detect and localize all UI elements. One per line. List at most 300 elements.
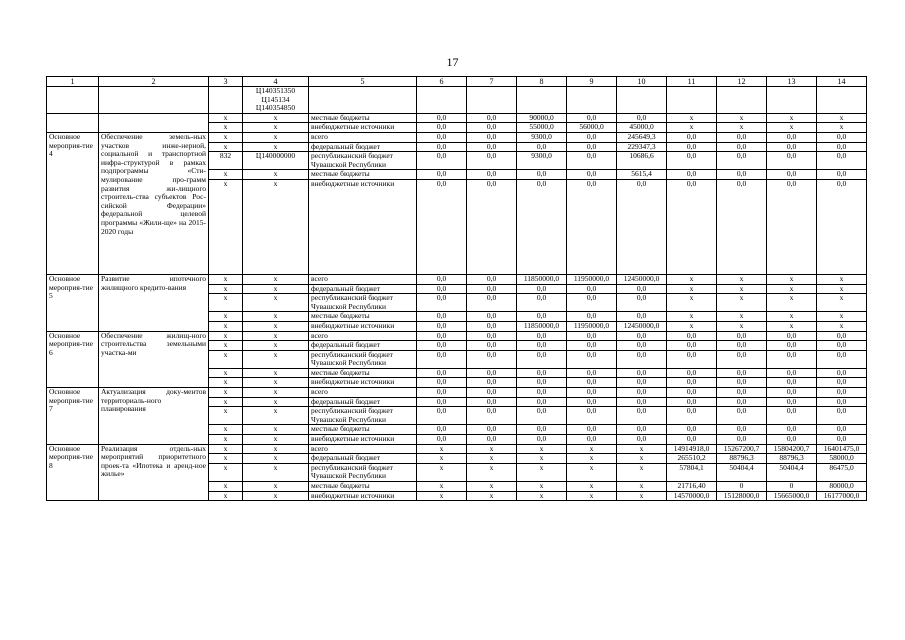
table-cell: 0,0 xyxy=(417,179,467,274)
event-name: Основное мероприя-тие 6 xyxy=(47,331,99,388)
table-cell: 0,0 xyxy=(717,378,767,388)
table-cell: x xyxy=(667,284,717,294)
column-header: 3 xyxy=(209,77,243,87)
table-cell: x xyxy=(767,284,817,294)
table-cell: x xyxy=(767,274,817,284)
table-cell: 0,0 xyxy=(467,368,517,378)
table-cell: 0,0 xyxy=(467,152,517,170)
table-cell: 0,0 xyxy=(417,123,467,133)
event-description: Обеспечение жилищ-ного строительства земельными участка-ми xyxy=(99,331,209,388)
funding-source: внебюджетные источники xyxy=(309,179,417,274)
table-cell: x xyxy=(209,284,243,294)
table-cell: 0,0 xyxy=(767,435,817,445)
table-cell: 0,0 xyxy=(417,284,467,294)
table-cell: 0,0 xyxy=(667,179,717,274)
table-cell: 0,0 xyxy=(517,294,567,312)
table-cell: 16401475,0 xyxy=(817,444,867,454)
funding-source: федеральный бюджет xyxy=(309,142,417,152)
table-cell: 0,0 xyxy=(467,132,517,142)
table-cell: x xyxy=(517,482,567,492)
table-cell: 0,0 xyxy=(567,284,617,294)
table-cell: 0,0 xyxy=(817,170,867,180)
table-cell: x xyxy=(717,123,767,133)
table-cell: 0,0 xyxy=(567,179,617,274)
table-cell: 229347,3 xyxy=(617,142,667,152)
table-cell: x xyxy=(209,407,243,425)
funding-source: внебюджетные источники xyxy=(309,123,417,133)
table-cell: 0,0 xyxy=(567,331,617,341)
table-cell: 0,0 xyxy=(617,425,667,435)
column-header: 4 xyxy=(243,77,309,87)
table-cell: 265510,2 xyxy=(667,454,717,464)
funding-source: местные бюджеты xyxy=(309,170,417,180)
funding-source: всего xyxy=(309,388,417,398)
table-cell: 0,0 xyxy=(467,179,517,274)
table-row xyxy=(47,132,867,142)
table-cell: x xyxy=(209,321,243,331)
table-cell: 0,0 xyxy=(617,407,667,425)
table-cell: x xyxy=(567,444,617,454)
table-cell: x xyxy=(209,368,243,378)
table-cell: 0,0 xyxy=(617,113,667,123)
table-cell: 0,0 xyxy=(467,294,517,312)
table-cell: 86475,0 xyxy=(817,463,867,481)
table-cell: 0,0 xyxy=(817,388,867,398)
event-name: Основное мероприя-тие 5 xyxy=(47,274,99,331)
table-cell: 5615,4 xyxy=(617,170,667,180)
table-cell: x xyxy=(209,132,243,142)
funding-source: всего xyxy=(309,444,417,454)
table-cell: 0,0 xyxy=(717,368,767,378)
table-cell: 0,0 xyxy=(667,388,717,398)
table-cell: 0,0 xyxy=(517,142,567,152)
table-cell: 0,0 xyxy=(417,397,467,407)
table-cell: x xyxy=(243,284,309,294)
table-cell: x xyxy=(209,341,243,351)
table-cell: x xyxy=(717,294,767,312)
table-cell: 0,0 xyxy=(717,397,767,407)
table-cell: 11950000,0 xyxy=(567,321,617,331)
table-cell: 0,0 xyxy=(767,388,817,398)
table-cell: 0,0 xyxy=(717,152,767,170)
table-cell: x xyxy=(243,388,309,398)
table-cell: x xyxy=(209,491,243,501)
table-cell: 832 xyxy=(209,152,243,170)
table-cell: 0,0 xyxy=(567,170,617,180)
table-cell: x xyxy=(243,378,309,388)
funding-source: местные бюджеты xyxy=(309,425,417,435)
table-cell: 0,0 xyxy=(817,331,867,341)
table-cell: 0,0 xyxy=(767,132,817,142)
table-cell: 0,0 xyxy=(417,152,467,170)
table-cell: x xyxy=(617,444,667,454)
table-cell: 80000,0 xyxy=(817,482,867,492)
table-cell: 0,0 xyxy=(567,350,617,368)
table-cell: 15267200,7 xyxy=(717,444,767,454)
table-cell: x xyxy=(209,170,243,180)
table-cell: x xyxy=(617,454,667,464)
table-cell: 0,0 xyxy=(517,170,567,180)
funding-source: внебюджетные источники xyxy=(309,321,417,331)
table-cell: 0,0 xyxy=(817,132,867,142)
table-cell: x xyxy=(467,482,517,492)
table-cell: 0,0 xyxy=(667,132,717,142)
table-cell: 58000,0 xyxy=(817,454,867,464)
table-cell: x xyxy=(243,341,309,351)
table-cell: x xyxy=(209,179,243,274)
table-cell: 0,0 xyxy=(417,113,467,123)
budget-code: Ц145134 xyxy=(261,94,290,104)
table-cell: x xyxy=(243,435,309,445)
empty-cell xyxy=(99,87,209,114)
table-cell: x xyxy=(817,294,867,312)
table-cell: x xyxy=(817,123,867,133)
table-cell: x xyxy=(243,132,309,142)
table-cell: x xyxy=(243,350,309,368)
table-cell: 9300,0 xyxy=(517,152,567,170)
table-cell: 0,0 xyxy=(717,435,767,445)
funding-source: республиканский бюджет Чувашской Республики xyxy=(309,152,417,170)
table-cell: x xyxy=(417,463,467,481)
header-row xyxy=(47,77,867,87)
empty-cell xyxy=(517,87,567,114)
table-cell: 0,0 xyxy=(567,113,617,123)
table-cell: 0,0 xyxy=(717,388,767,398)
table-cell: 0,0 xyxy=(467,312,517,322)
funding-source: местные бюджеты xyxy=(309,368,417,378)
table-cell: 0,0 xyxy=(767,142,817,152)
table-cell: x xyxy=(467,463,517,481)
table-cell: x xyxy=(417,491,467,501)
table-cell: x xyxy=(467,444,517,454)
table-cell: 0,0 xyxy=(517,435,567,445)
table-cell: 0,0 xyxy=(567,378,617,388)
table-cell: x xyxy=(617,482,667,492)
column-header: 13 xyxy=(767,77,817,87)
table-cell: 0,0 xyxy=(467,378,517,388)
table-cell: 9300,0 xyxy=(517,132,567,142)
table-row xyxy=(47,113,867,123)
empty-cell xyxy=(567,87,617,114)
table-cell: 0,0 xyxy=(517,331,567,341)
table-cell: 0,0 xyxy=(767,407,817,425)
table-cell: 0,0 xyxy=(617,350,667,368)
table-cell: 0,0 xyxy=(717,341,767,351)
table-cell: x xyxy=(717,321,767,331)
column-header: 10 xyxy=(617,77,667,87)
table-cell: 56000,0 xyxy=(567,123,617,133)
table-cell: 0,0 xyxy=(467,397,517,407)
table-cell: x xyxy=(243,331,309,341)
table-cell: x xyxy=(209,123,243,133)
table-cell: 0,0 xyxy=(617,378,667,388)
table-cell: 0,0 xyxy=(617,284,667,294)
funding-source: местные бюджеты xyxy=(309,113,417,123)
empty-cell xyxy=(667,87,717,114)
table-cell: 11950000,0 xyxy=(567,274,617,284)
table-cell: x xyxy=(209,312,243,322)
table-cell: 0,0 xyxy=(567,294,617,312)
table-cell: x xyxy=(517,444,567,454)
table-cell: 0,0 xyxy=(617,368,667,378)
table-cell: 0,0 xyxy=(567,341,617,351)
table-cell: x xyxy=(209,444,243,454)
table-cell: 0,0 xyxy=(467,142,517,152)
table-cell: x xyxy=(243,397,309,407)
column-header: 8 xyxy=(517,77,567,87)
table-cell: 0,0 xyxy=(517,179,567,274)
table-row xyxy=(47,444,867,454)
table-cell: 0,0 xyxy=(817,425,867,435)
table-cell: 0,0 xyxy=(617,435,667,445)
table-cell: 0,0 xyxy=(817,142,867,152)
table-cell: 0,0 xyxy=(717,350,767,368)
column-header: 12 xyxy=(717,77,767,87)
funding-source: внебюджетные источники xyxy=(309,435,417,445)
table-cell: 0,0 xyxy=(567,142,617,152)
table-cell: 15128000,0 xyxy=(717,491,767,501)
empty-cell xyxy=(47,87,99,114)
table-cell: 0,0 xyxy=(817,435,867,445)
table-cell: 0,0 xyxy=(767,397,817,407)
table-cell: x xyxy=(667,123,717,133)
table-cell: x xyxy=(717,312,767,322)
table-cell: x xyxy=(209,463,243,481)
table-cell: 0,0 xyxy=(417,294,467,312)
table-cell: 15804200,7 xyxy=(767,444,817,454)
table-cell: 0,0 xyxy=(817,397,867,407)
table-cell: 0,0 xyxy=(717,179,767,274)
table-cell: 0,0 xyxy=(667,435,717,445)
table-cell: 0,0 xyxy=(517,425,567,435)
table-row xyxy=(47,388,867,398)
table-cell: 0,0 xyxy=(667,170,717,180)
table-cell: x xyxy=(209,331,243,341)
table-cell: 0,0 xyxy=(467,341,517,351)
table-cell: 0,0 xyxy=(617,312,667,322)
table-cell: 0,0 xyxy=(667,142,717,152)
table-cell: 0,0 xyxy=(817,350,867,368)
table-cell: x xyxy=(243,482,309,492)
table-cell: 0,0 xyxy=(417,407,467,425)
table-cell: 0,0 xyxy=(417,341,467,351)
table-cell: x xyxy=(243,491,309,501)
table-cell: x xyxy=(767,312,817,322)
table-cell: x xyxy=(243,368,309,378)
empty-cell xyxy=(617,87,667,114)
event-description: Развитие ипотечного жилищного кредито-вания xyxy=(99,274,209,331)
table-cell: x xyxy=(567,463,617,481)
table-cell: 0,0 xyxy=(667,331,717,341)
table-cell: 0,0 xyxy=(717,331,767,341)
table-cell: 50404,4 xyxy=(767,463,817,481)
column-header: 1 xyxy=(47,77,99,87)
column-header: 2 xyxy=(99,77,209,87)
table-cell: 0,0 xyxy=(817,179,867,274)
budget-table xyxy=(46,76,867,501)
table-cell: x xyxy=(209,113,243,123)
table-cell: 0,0 xyxy=(767,179,817,274)
table-cell: 0,0 xyxy=(417,388,467,398)
funding-source: федеральный бюджет xyxy=(309,341,417,351)
table-cell: x xyxy=(667,312,717,322)
table-cell: 0,0 xyxy=(467,388,517,398)
table-cell: x xyxy=(517,491,567,501)
table-row xyxy=(47,331,867,341)
table-cell: 0,0 xyxy=(517,397,567,407)
table-cell: 0,0 xyxy=(617,331,667,341)
table-cell: x xyxy=(767,294,817,312)
table-cell: 0,0 xyxy=(517,350,567,368)
table-cell: 0,0 xyxy=(667,368,717,378)
table-cell: x xyxy=(667,294,717,312)
table-cell: 0 xyxy=(767,482,817,492)
table-cell: 10686,6 xyxy=(617,152,667,170)
table-cell: x xyxy=(243,454,309,464)
table-cell: x xyxy=(417,444,467,454)
table-cell: x xyxy=(417,482,467,492)
table-cell: 0,0 xyxy=(567,368,617,378)
table-cell: 0,0 xyxy=(767,350,817,368)
table-cell: 0,0 xyxy=(667,152,717,170)
table-cell: x xyxy=(517,454,567,464)
table-cell: 0,0 xyxy=(417,331,467,341)
table-cell: x xyxy=(667,113,717,123)
table-cell: 0,0 xyxy=(817,407,867,425)
table-cell: 90000,0 xyxy=(517,113,567,123)
empty-cell xyxy=(99,113,209,132)
table-cell: 0,0 xyxy=(567,435,617,445)
table-cell: x xyxy=(243,170,309,180)
table-cell: x xyxy=(817,321,867,331)
table-cell: 15665000,0 xyxy=(767,491,817,501)
table-cell: 0,0 xyxy=(517,407,567,425)
table-cell: x xyxy=(817,312,867,322)
table-cell: x xyxy=(243,407,309,425)
table-cell: 0,0 xyxy=(667,341,717,351)
table-cell: 0,0 xyxy=(767,341,817,351)
table-cell: 0,0 xyxy=(767,331,817,341)
table-cell: 0,0 xyxy=(567,397,617,407)
table-cell: 11850000,0 xyxy=(517,321,567,331)
table-cell: 0,0 xyxy=(467,274,517,284)
table-cell: x xyxy=(767,123,817,133)
table-cell: Ц140000000 xyxy=(243,152,309,170)
column-header: 11 xyxy=(667,77,717,87)
table-cell: 0,0 xyxy=(767,368,817,378)
table-cell: 0,0 xyxy=(667,397,717,407)
funding-source: федеральный бюджет xyxy=(309,284,417,294)
table-cell: x xyxy=(717,284,767,294)
table-cell: 88796,3 xyxy=(767,454,817,464)
funding-source: внебюджетные источники xyxy=(309,491,417,501)
event-description: Реализация отдель-ных мероприятий приоритетного проек-та «Ипотека и аренд-ное жилье» xyxy=(99,444,209,501)
table-cell: 0,0 xyxy=(467,435,517,445)
table-cell: 0,0 xyxy=(517,378,567,388)
table-cell: 0,0 xyxy=(717,407,767,425)
empty-cell xyxy=(817,87,867,114)
table-cell: x xyxy=(243,113,309,123)
table-cell: 0,0 xyxy=(467,170,517,180)
table-cell: 45000,0 xyxy=(617,123,667,133)
table-cell: x xyxy=(717,274,767,284)
table-cell: x xyxy=(417,454,467,464)
table-cell: x xyxy=(209,454,243,464)
table-cell: x xyxy=(209,482,243,492)
table-cell: 0,0 xyxy=(767,152,817,170)
table-cell: 0,0 xyxy=(617,294,667,312)
table-cell: x xyxy=(243,425,309,435)
table-cell: 12450000,0 xyxy=(617,274,667,284)
table-cell: 0,0 xyxy=(467,113,517,123)
funding-source: республиканский бюджет Чувашской Республики xyxy=(309,407,417,425)
table-cell: 0,0 xyxy=(417,142,467,152)
table-cell: 0,0 xyxy=(417,274,467,284)
table-cell: 0,0 xyxy=(567,407,617,425)
table-cell: x xyxy=(243,294,309,312)
table-cell: 57804,1 xyxy=(667,463,717,481)
table-cell: 0,0 xyxy=(817,152,867,170)
table-cell: 0,0 xyxy=(617,179,667,274)
table-cell: 0 xyxy=(717,482,767,492)
table-cell: 245649,3 xyxy=(617,132,667,142)
table-cell: x xyxy=(717,113,767,123)
table-cell: x xyxy=(243,444,309,454)
column-header: 9 xyxy=(567,77,617,87)
empty-cell xyxy=(47,113,99,132)
table-cell: x xyxy=(243,142,309,152)
table-cell: 0,0 xyxy=(417,435,467,445)
table-cell: 0,0 xyxy=(667,378,717,388)
table-cell: x xyxy=(567,482,617,492)
funding-source: внебюджетные источники xyxy=(309,378,417,388)
event-name: Основное мероприя-тие 8 xyxy=(47,444,99,501)
empty-cell xyxy=(467,87,517,114)
empty-cell xyxy=(209,87,243,114)
table-cell: 0,0 xyxy=(417,350,467,368)
table-cell: x xyxy=(817,284,867,294)
table-cell: 0,0 xyxy=(517,312,567,322)
table-cell: x xyxy=(243,179,309,274)
table-cell: x xyxy=(617,463,667,481)
table-cell: 0,0 xyxy=(467,321,517,331)
empty-cell xyxy=(417,87,467,114)
column-header: 7 xyxy=(467,77,517,87)
column-header: 6 xyxy=(417,77,467,87)
table-cell: 0,0 xyxy=(467,425,517,435)
table-cell: 0,0 xyxy=(467,350,517,368)
funding-source: республиканский бюджет Чувашской Республики xyxy=(309,350,417,368)
table-cell: 0,0 xyxy=(417,312,467,322)
table-cell: 0,0 xyxy=(767,425,817,435)
table-cell: x xyxy=(209,435,243,445)
table-cell: x xyxy=(467,454,517,464)
funding-source: республиканский бюджет Чувашской Республики xyxy=(309,294,417,312)
table-cell: 0,0 xyxy=(717,132,767,142)
table-cell: x xyxy=(617,491,667,501)
table-cell: 0,0 xyxy=(617,388,667,398)
table-cell: x xyxy=(467,491,517,501)
table-cell: 14570000,0 xyxy=(667,491,717,501)
table-cell: x xyxy=(243,312,309,322)
table-cell: 0,0 xyxy=(567,425,617,435)
budget-codes xyxy=(243,87,309,114)
table-cell: 0,0 xyxy=(817,378,867,388)
table-cell: x xyxy=(817,274,867,284)
table-cell: x xyxy=(209,274,243,284)
funding-source: местные бюджеты xyxy=(309,482,417,492)
table-cell: 0,0 xyxy=(467,284,517,294)
